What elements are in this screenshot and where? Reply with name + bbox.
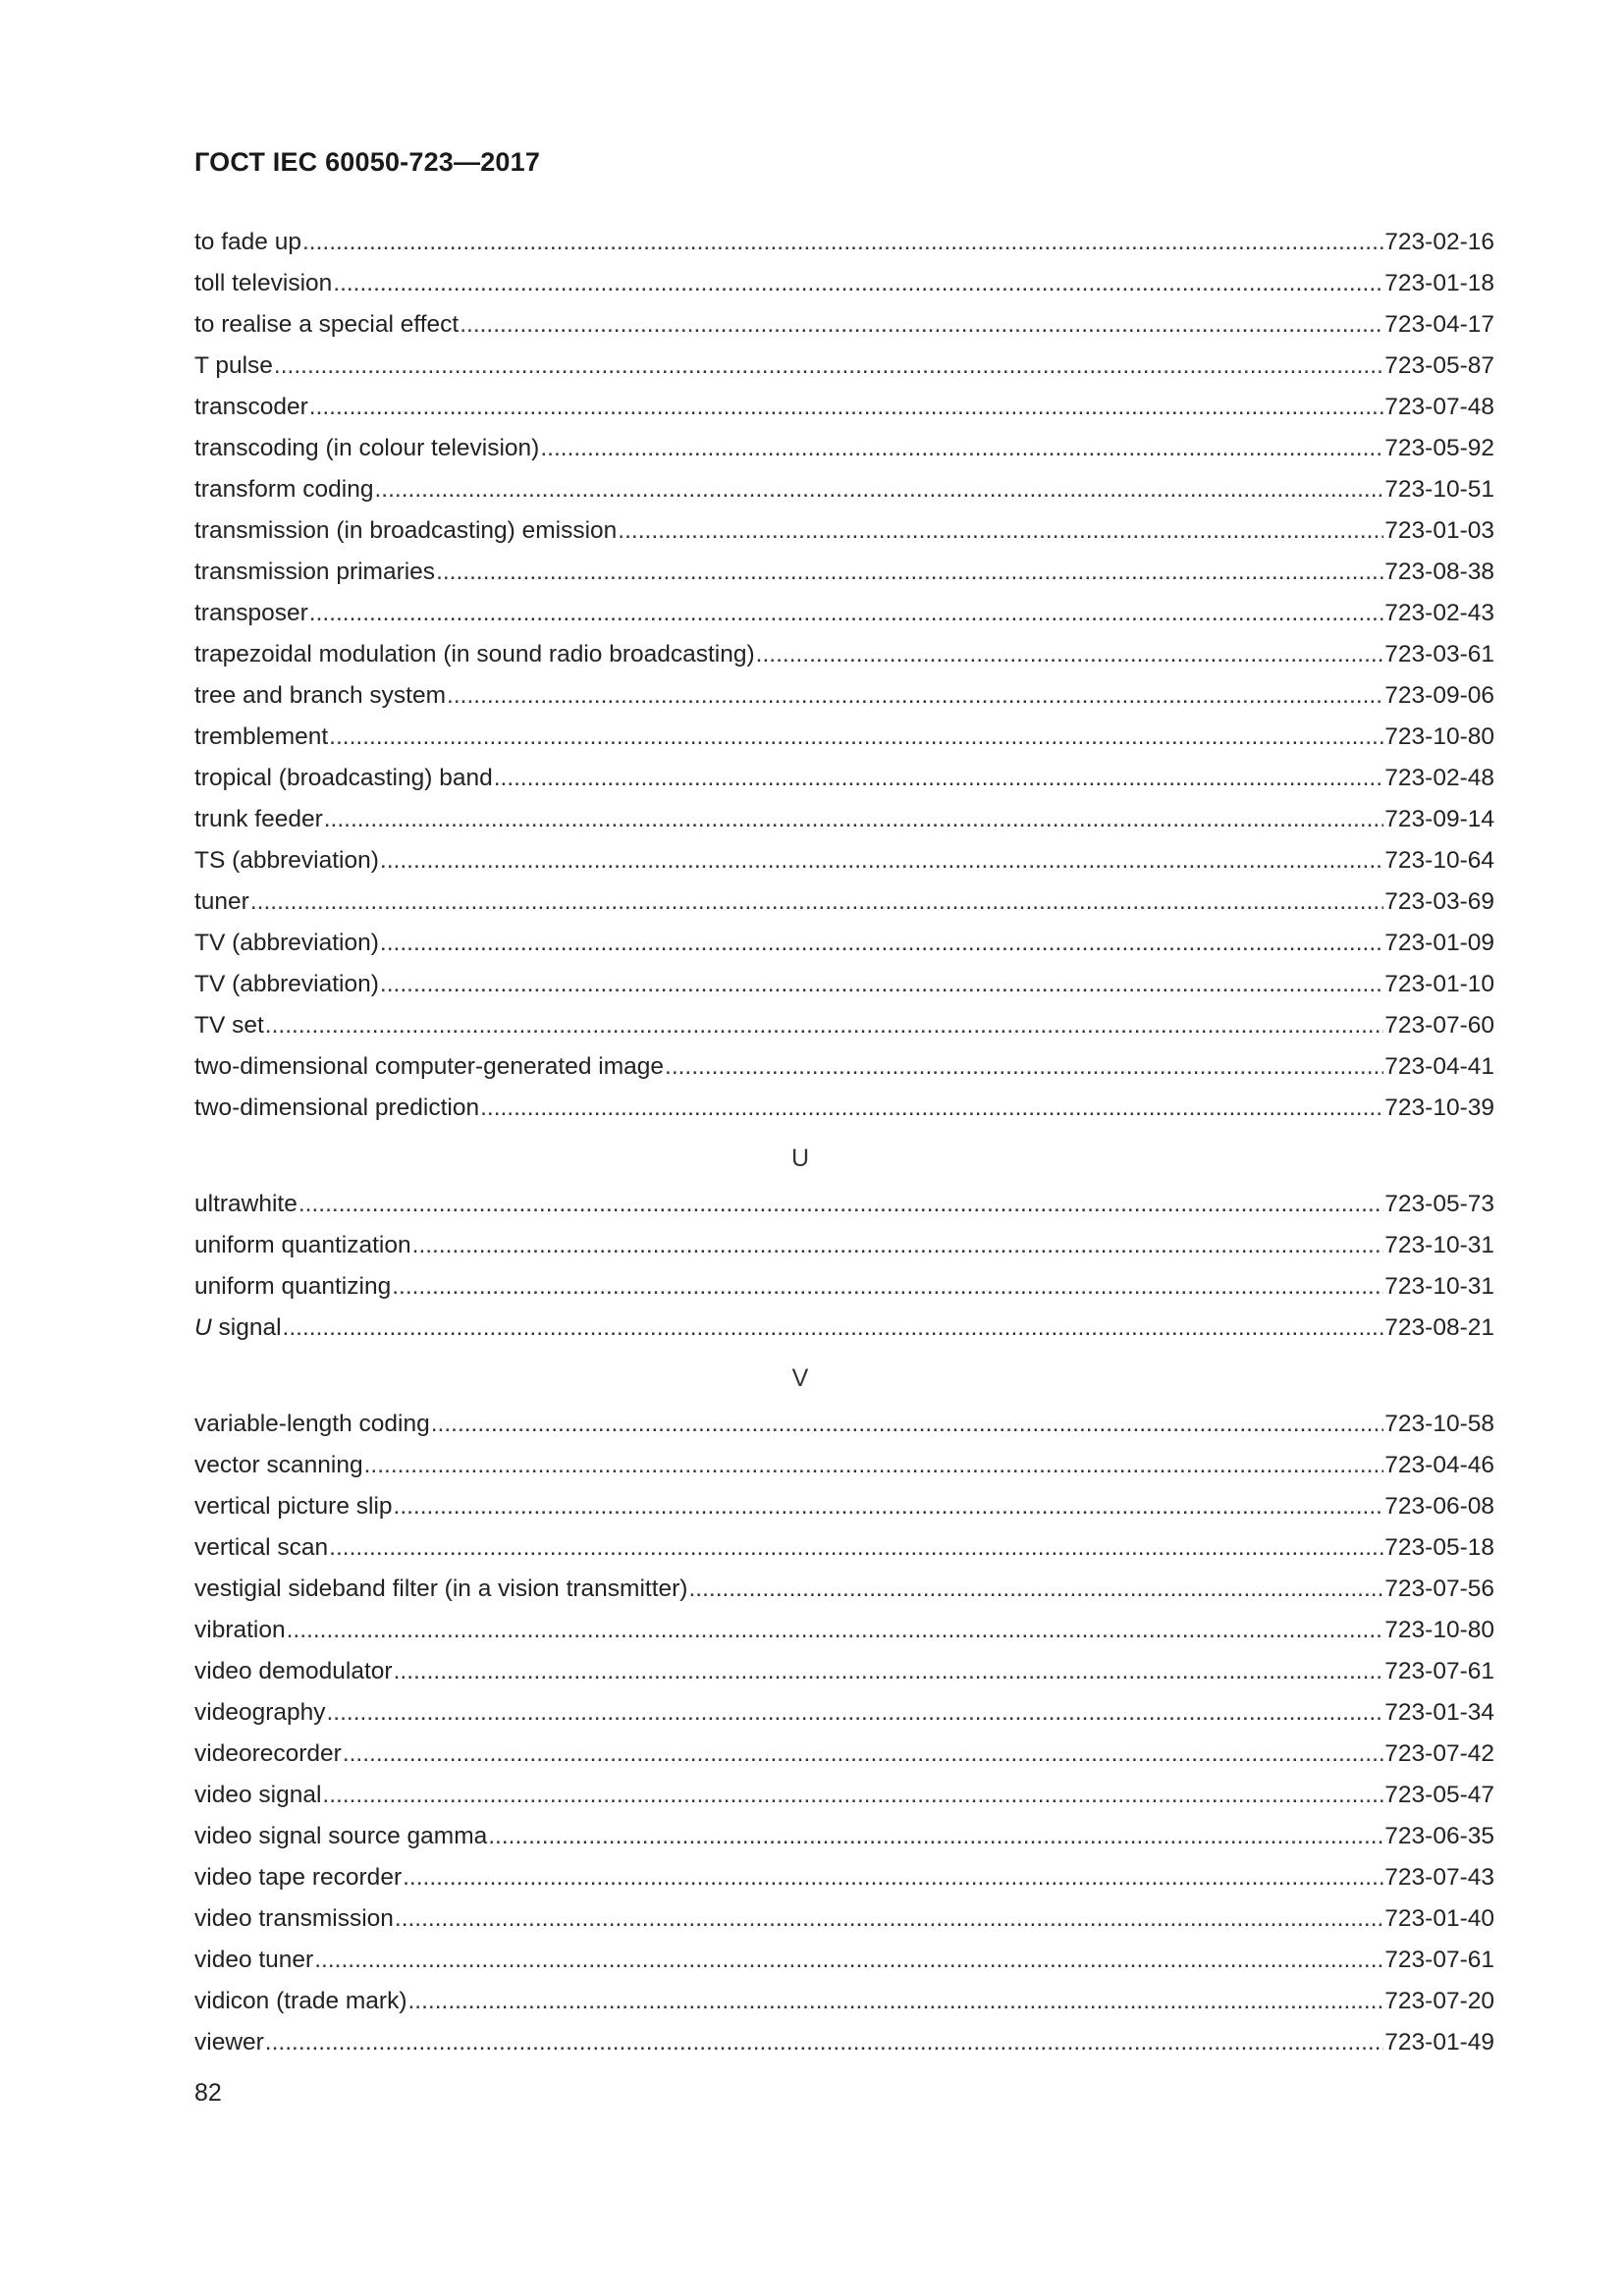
index-term: transmission primaries — [194, 559, 436, 585]
index-entry — [194, 222, 1494, 263]
index-term: videorecorder — [194, 1740, 342, 1767]
dot-leader — [309, 387, 1384, 428]
dot-leader — [324, 799, 1384, 840]
index-reference: 723-01-49 — [1384, 2029, 1494, 2056]
dot-leader — [436, 552, 1383, 593]
dot-leader — [460, 304, 1383, 346]
index-reference: 723-02-16 — [1384, 229, 1494, 255]
index-reference: 723-08-38 — [1384, 559, 1494, 585]
index-entry — [194, 387, 1494, 428]
index-reference: 723-01-09 — [1384, 930, 1494, 956]
index-term: two-dimensional prediction — [194, 1095, 480, 1121]
index-term: trunk feeder — [194, 806, 323, 832]
dot-leader — [380, 840, 1383, 881]
index-entry — [194, 1898, 1494, 1940]
index-reference: 723-05-87 — [1384, 352, 1494, 379]
dot-leader — [431, 1404, 1384, 1445]
dot-leader — [380, 923, 1383, 964]
index-reference: 723-01-10 — [1384, 971, 1494, 997]
index-entry — [194, 758, 1494, 799]
index-term: video demodulator — [194, 1658, 393, 1684]
index-term: trapezoidal modulation (in sound radio broadcasting) — [194, 641, 755, 667]
index-term: TS (abbreviation) — [194, 847, 379, 874]
index-reference: 723-02-43 — [1384, 600, 1494, 626]
dot-leader — [380, 964, 1383, 1005]
index-reference: 723-05-92 — [1384, 435, 1494, 461]
index-entry — [194, 840, 1494, 881]
index-term: TV set — [194, 1012, 264, 1039]
dot-leader — [283, 1308, 1384, 1349]
index-entry — [194, 1692, 1494, 1734]
index-term: videography — [194, 1699, 326, 1726]
index-term: video transmission — [194, 1905, 394, 1932]
index-term: TV (abbreviation) — [194, 971, 379, 997]
index-entry — [194, 1088, 1494, 1129]
index-term: T pulse — [194, 352, 273, 379]
index-term: video tape recorder — [194, 1864, 403, 1891]
dot-leader — [395, 1898, 1383, 1940]
dot-leader — [314, 1940, 1383, 1981]
index-entry — [194, 1610, 1494, 1651]
index-reference: 723-07-43 — [1384, 1864, 1494, 1891]
index-entry — [194, 1445, 1494, 1486]
index-reference: 723-07-56 — [1384, 1575, 1494, 1602]
index-reference: 723-07-48 — [1384, 394, 1494, 420]
dot-leader — [665, 1046, 1383, 1088]
index-entry — [194, 1981, 1494, 2022]
index-term: tropical (broadcasting) band — [194, 765, 493, 791]
index-reference: 723-01-40 — [1384, 1905, 1494, 1932]
dot-leader — [287, 1610, 1384, 1651]
index-reference: 723-06-35 — [1384, 1823, 1494, 1849]
dot-leader — [756, 634, 1384, 675]
index-reference: 723-10-51 — [1384, 476, 1494, 503]
dot-leader — [302, 222, 1383, 263]
dot-leader — [392, 1266, 1383, 1308]
index-term: vestigial sideband filter (in a vision transmitter) — [194, 1575, 688, 1602]
dot-leader — [265, 2022, 1384, 2063]
index-entry — [194, 1527, 1494, 1569]
index-term: uniform quantization — [194, 1232, 411, 1258]
index-entry — [194, 923, 1494, 964]
dot-leader — [274, 346, 1383, 387]
index-reference: 723-04-46 — [1384, 1452, 1494, 1478]
index-reference: 723-10-31 — [1384, 1273, 1494, 1300]
index-reference: 723-06-08 — [1384, 1493, 1494, 1520]
index-entry — [194, 964, 1494, 1005]
index-entry — [194, 2022, 1494, 2063]
index-entry — [194, 304, 1494, 346]
index-reference: 723-02-48 — [1384, 765, 1494, 791]
index-entry — [194, 1651, 1494, 1692]
dot-leader — [412, 1225, 1384, 1266]
index-term: two-dimensional computer-generated image — [194, 1053, 665, 1080]
index-entry — [194, 799, 1494, 840]
index-reference: 723-07-42 — [1384, 1740, 1494, 1767]
index-term: vibration — [194, 1617, 286, 1643]
index-reference: 723-08-21 — [1384, 1314, 1494, 1341]
index-reference: 723-01-03 — [1384, 517, 1494, 544]
index-term: to realise a special effect — [194, 311, 460, 338]
index-entry — [194, 552, 1494, 593]
dot-leader — [394, 1486, 1384, 1527]
index-entry — [194, 1734, 1494, 1775]
dot-leader — [329, 717, 1383, 758]
index-reference: 723-05-73 — [1384, 1191, 1494, 1217]
index-term-text: signal — [211, 1314, 282, 1341]
index-entry — [194, 1486, 1494, 1527]
index-reference: 723-07-20 — [1384, 1988, 1494, 2014]
index-reference: 723-10-39 — [1384, 1095, 1494, 1121]
section-letter-u: U — [790, 1145, 810, 1172]
index-term: tremblement — [194, 723, 329, 750]
index-term: video signal — [194, 1782, 322, 1808]
index-reference: 723-01-34 — [1384, 1699, 1494, 1726]
index-term: tuner — [194, 888, 249, 915]
index-entry — [194, 1404, 1494, 1445]
index-entry — [194, 1266, 1494, 1308]
index-term: toll television — [194, 270, 333, 296]
index-entry — [194, 510, 1494, 552]
index-entry — [194, 634, 1494, 675]
index-entry — [194, 1775, 1494, 1816]
dot-leader — [298, 1184, 1383, 1225]
index-entry — [194, 1046, 1494, 1088]
index-term: variable-length coding — [194, 1411, 430, 1437]
index-reference: 723-07-61 — [1384, 1947, 1494, 1973]
index-reference: 723-03-61 — [1384, 641, 1494, 667]
index-reference: 723-04-41 — [1384, 1053, 1494, 1080]
index-term: vector scanning — [194, 1452, 363, 1478]
index-term: uniform quantizing — [194, 1273, 392, 1300]
dot-leader — [326, 1692, 1383, 1734]
index-term — [194, 1308, 282, 1349]
dot-leader — [447, 675, 1383, 717]
index-entry — [194, 881, 1494, 923]
index-term: vertical picture slip — [194, 1493, 393, 1520]
dot-leader — [618, 510, 1383, 552]
index-reference: 723-09-06 — [1384, 682, 1494, 709]
index-term: TV (abbreviation) — [194, 930, 379, 956]
index-reference: 723-10-64 — [1384, 847, 1494, 874]
dot-leader — [309, 593, 1384, 634]
index-entry — [194, 1940, 1494, 1981]
index-entry — [194, 675, 1494, 717]
index-term: transmission (in broadcasting) emission — [194, 517, 618, 544]
index-reference: 723-03-69 — [1384, 888, 1494, 915]
section-letter-v: V — [791, 1364, 809, 1392]
dot-leader — [322, 1775, 1383, 1816]
index-term: tree and branch system — [194, 682, 447, 709]
index-entry — [194, 593, 1494, 634]
dot-leader — [329, 1527, 1383, 1569]
dot-leader — [540, 428, 1383, 469]
index-entry — [194, 717, 1494, 758]
index-reference: 723-07-60 — [1384, 1012, 1494, 1039]
index-term: transposer — [194, 600, 308, 626]
index-reference: 723-10-80 — [1384, 723, 1494, 750]
index-entry — [194, 1816, 1494, 1857]
index-entry — [194, 1569, 1494, 1610]
index-term: viewer — [194, 2029, 264, 2056]
index-reference: 723-05-47 — [1384, 1782, 1494, 1808]
index-term-italic: U — [194, 1314, 212, 1341]
dot-leader — [403, 1857, 1383, 1898]
index-entry — [194, 1184, 1494, 1225]
dot-leader — [407, 1981, 1383, 2022]
index-reference: 723-10-80 — [1384, 1617, 1494, 1643]
dot-leader — [488, 1816, 1383, 1857]
index-entry — [194, 1857, 1494, 1898]
index-reference: 723-04-17 — [1384, 311, 1494, 338]
index-list — [194, 222, 1494, 2063]
index-reference: 723-05-18 — [1384, 1534, 1494, 1561]
index-term: ultrawhite — [194, 1191, 298, 1217]
index-reference: 723-10-58 — [1384, 1411, 1494, 1437]
index-term: to fade up — [194, 229, 301, 255]
index-reference: 723-09-14 — [1384, 806, 1494, 832]
index-term: transform coding — [194, 476, 374, 503]
page-number: 82 — [194, 2079, 222, 2107]
index-term: transcoding (in colour television) — [194, 435, 540, 461]
document-header: ГОСТ IEC 60050-723—2017 — [194, 147, 541, 177]
index-reference: 723-01-18 — [1384, 270, 1494, 296]
dot-leader — [374, 469, 1383, 510]
index-entry — [194, 469, 1494, 510]
dot-leader — [364, 1445, 1384, 1486]
dot-leader — [265, 1005, 1384, 1046]
index-term: vertical scan — [194, 1534, 329, 1561]
dot-leader — [333, 263, 1383, 304]
index-term: vidicon (trade mark) — [194, 1988, 407, 2014]
index-entry — [194, 1225, 1494, 1266]
index-term: video tuner — [194, 1947, 314, 1973]
index-reference: 723-10-31 — [1384, 1232, 1494, 1258]
index-term: video signal source gamma — [194, 1823, 488, 1849]
index-entry — [194, 428, 1494, 469]
dot-leader — [688, 1569, 1383, 1610]
dot-leader — [480, 1088, 1383, 1129]
dot-leader — [343, 1734, 1383, 1775]
index-reference: 723-07-61 — [1384, 1658, 1494, 1684]
dot-leader — [394, 1651, 1384, 1692]
index-entry — [194, 1308, 1494, 1349]
index-term: transcoder — [194, 394, 308, 420]
index-entry — [194, 1005, 1494, 1046]
dot-leader — [494, 758, 1384, 799]
index-entry — [194, 346, 1494, 387]
index-entry — [194, 263, 1494, 304]
dot-leader — [250, 881, 1383, 923]
